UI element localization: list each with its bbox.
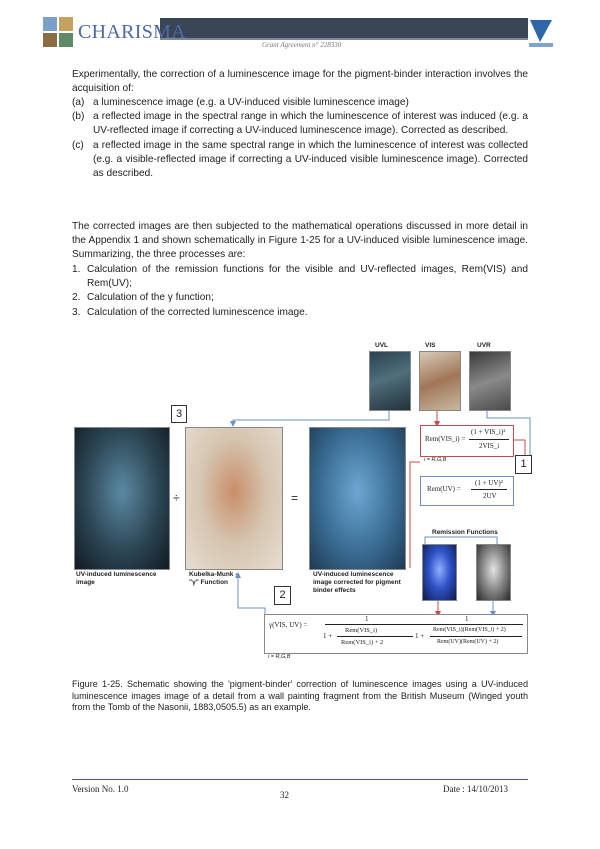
gamma-t1-den: Rem(VIS_i) + 2 — [341, 639, 384, 646]
gamma-t2-den: Rem(UV)(Rem(UV) + 2) — [437, 639, 499, 645]
list-text: Calculation of the corrected luminescence image. — [87, 306, 308, 318]
acquisition-list — [72, 96, 528, 181]
uvl-thumbnail — [369, 351, 411, 411]
gamma-formula — [264, 614, 528, 654]
step-2-marker: 2 — [274, 586, 291, 605]
corrected-luminescence-image — [309, 427, 406, 570]
kubelka-caption-line2: "γ" Function — [189, 579, 229, 586]
list-label: 2. — [72, 292, 81, 304]
rem-vis-image — [422, 544, 457, 601]
list-label: 1. — [72, 264, 81, 275]
logo-text: CHARISMA — [78, 21, 186, 43]
figure-caption: Figure 1-25. Schematic showing the 'pigment-binder' correction of luminescence images using a UV-induced luminescence images image of a detail from a wall painting fragment from the British Museum (Winged youth from the Tomb of the Nasonii, 1883,0505.5) as an example. — [72, 679, 528, 713]
list-item — [72, 291, 528, 305]
gamma-plus-a: 1 + — [323, 632, 333, 640]
remission-functions-label: Remission Functions — [432, 529, 498, 536]
step-1-marker: 1 — [515, 455, 532, 474]
fp7-logo-icon — [526, 16, 556, 50]
list-label: 3. — [72, 306, 81, 318]
fraction-bar — [325, 624, 415, 625]
gamma-t2-num: Rem(VIS_i)(Rem(VIS_i) + 2) — [433, 627, 506, 633]
list-item — [72, 306, 528, 320]
rem-vis-lhs: Rem(VIS_i) = — [425, 435, 466, 443]
kubelka-munk-gamma-image — [185, 427, 283, 570]
corrected-caption: UV-induced luminescence image corrected for pigment binder effects — [313, 571, 401, 594]
uv-induced-caption: UV-induced luminescence image — [76, 571, 157, 586]
step-3-marker: 3 — [171, 405, 187, 423]
rgb-index-2: i = R,G,B — [268, 654, 291, 660]
list-text: Calculation of the γ function; — [87, 292, 214, 304]
list-item — [72, 96, 528, 110]
gamma-t1-num: Rem(VIS_i) — [345, 627, 378, 634]
list-text: a luminescence image (e.g. a UV-induced visible luminescence image) — [93, 97, 409, 108]
divide-operator: ÷ — [173, 491, 180, 505]
rem-vis-num: (1 + VIS_i)² — [471, 428, 506, 436]
list-label: (b) — [72, 111, 85, 123]
fraction-bar — [337, 636, 413, 637]
vis-label: VIS — [425, 342, 436, 349]
fraction-bar — [415, 624, 523, 625]
gamma-one-b: 1 — [465, 615, 469, 623]
list-text: a reflected image in the same spectral range in which the luminescence of interest was collected (e.g. a visible-reflected image if correcting a UV-induced visible luminescence image). Corrected as described. — [93, 139, 528, 180]
gamma-plus-b: 1 + — [415, 632, 425, 640]
list-text: Calculation of the remission functions for the visible and UV-reflected images, Rem(VIS) and Rem(UV); — [87, 264, 528, 290]
list-item — [72, 110, 528, 138]
rem-uv-num: (1 + UV)² — [475, 479, 503, 487]
header-bar — [160, 18, 528, 38]
uvl-label: UVL — [375, 342, 388, 349]
rem-uv-lhs: Rem(UV) = — [427, 485, 461, 493]
vis-thumbnail — [419, 351, 461, 411]
document-date: Date : 14/10/2013 — [443, 784, 508, 794]
gamma-lhs: γ(VIS, UV) = — [269, 621, 308, 629]
uvr-label: UVR — [477, 342, 491, 349]
gamma-one-a: 1 — [365, 615, 369, 623]
list-label: (a) — [72, 97, 85, 108]
page-number: 32 — [280, 790, 289, 800]
rem-uv-den: 2UV — [483, 492, 497, 500]
equals-operator: = — [291, 491, 299, 505]
rem-uv-image — [476, 544, 511, 601]
rem-vis-formula — [420, 425, 514, 457]
fraction-bar — [469, 439, 509, 440]
list-item — [72, 263, 528, 291]
process-list — [72, 263, 528, 320]
list-label: (c) — [72, 139, 84, 151]
version-number: Version No. 1.0 — [72, 784, 129, 794]
grant-agreement: Grant Agreement n° 228330 — [262, 41, 342, 49]
fraction-bar — [471, 489, 507, 490]
uvr-thumbnail — [469, 351, 511, 411]
charisma-logo-icon — [43, 17, 73, 47]
list-text: a reflected image in the spectral range in which the luminescence of interest was induced (e.g. a UV-reflected image if correcting a UV-induced luminescence image). Corrected as described. — [93, 111, 528, 137]
fraction-bar — [430, 636, 522, 637]
header-rule — [160, 38, 528, 40]
summary-paragraph: The corrected images are then subjected to the mathematical operations discussed in more detail in the Appendix 1 and shown schematically in Figure 1-25 for a UV-induced visible luminescence image. Summarizing, the three processes are: — [72, 221, 528, 261]
footer-rule — [72, 779, 528, 780]
rgb-index-1: i = R,G,B — [424, 457, 447, 463]
rem-vis-den: 2VIS_i — [479, 442, 500, 450]
intro-paragraph: Experimentally, the correction of a luminescence image for the pigment-binder interaction involves the acquisition of: — [72, 69, 528, 95]
kubelka-caption-line1: Kubelka-Munk - — [189, 571, 238, 578]
list-item — [72, 139, 528, 182]
rem-uv-formula — [420, 476, 514, 506]
uv-induced-luminescence-image — [74, 427, 170, 570]
